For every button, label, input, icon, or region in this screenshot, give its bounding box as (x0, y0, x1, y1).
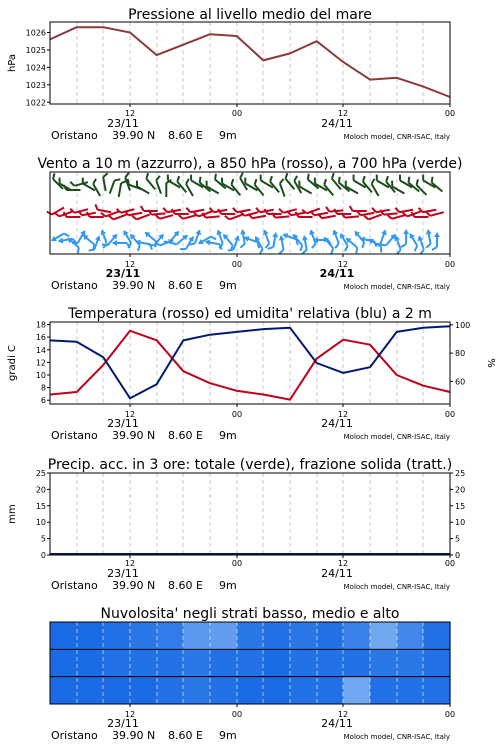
chart-title: Vento a 10 m (azzurro), a 850 hPa (rosso), a 700 hPa (verde) (37, 156, 463, 172)
cloud-cell (237, 622, 264, 649)
cloud-cell (157, 677, 184, 704)
cloud-cell (263, 622, 290, 649)
cloud-cell (103, 677, 130, 704)
cloud-cell (397, 649, 424, 676)
station-elev: 9m (219, 279, 237, 292)
cloud-cell (157, 622, 184, 649)
station-lat: 39.90 N (112, 129, 156, 142)
wind-barb (432, 232, 440, 250)
wind-barb (57, 235, 76, 246)
cloud-cell (77, 649, 104, 676)
wind-barb (155, 176, 166, 194)
x-tick-label: 00 (444, 410, 456, 419)
x-date-label: 24/11 (319, 267, 355, 280)
station-elev: 9m (219, 429, 237, 442)
wind-barb (401, 229, 409, 247)
cloud-cell (210, 649, 237, 676)
station-lat: 39.90 N (112, 579, 156, 592)
cloud-cell (343, 677, 370, 704)
x-tick-label: 12 (124, 410, 136, 419)
wind-barb (119, 180, 127, 198)
wind-barb (429, 177, 445, 192)
wind-barb (405, 232, 421, 252)
cloud-cell (103, 649, 130, 676)
cloud-cell (77, 622, 104, 649)
station-name: Oristano (51, 729, 98, 742)
cloud-cell (317, 622, 344, 649)
wind-barb (228, 234, 242, 254)
y-tick-label-right: 10 (455, 518, 466, 528)
cloud-cell (397, 677, 424, 704)
humidity-line (50, 326, 450, 398)
cloud-cell (237, 649, 264, 676)
wind-barb (256, 205, 274, 213)
wind-barb (253, 179, 268, 195)
station-lon: 8.60 E (168, 129, 203, 142)
chart-title: Temperatura (rosso) ed umidita' relativa (blu) a 2 m (68, 306, 432, 322)
x-tick-label: 00 (231, 109, 243, 118)
cloud-cell (290, 622, 317, 649)
y-tick-label-right: 60 (455, 377, 466, 387)
cloud-cell (210, 677, 237, 704)
station-lat: 39.90 N (112, 279, 156, 292)
cloud-cell (130, 649, 157, 676)
y-tick-label: 1022 (25, 98, 46, 108)
station-name: Oristano (51, 129, 98, 142)
station-elev: 9m (219, 129, 237, 142)
cloud-cell (183, 649, 210, 676)
cloud-cell (50, 649, 77, 676)
y-tick-label-right: 80 (455, 349, 466, 359)
y-tick-label-right: 15 (455, 501, 466, 511)
y-axis-label: gradi C (7, 345, 18, 381)
x-tick-label: 12 (337, 710, 349, 719)
x-date-label: 24/11 (321, 417, 353, 430)
x-tick-label: 00 (444, 559, 456, 568)
wind-barb (50, 229, 70, 245)
wind-barb (89, 234, 103, 254)
y-tick-label: 1024 (25, 63, 46, 73)
x-tick-label: 12 (124, 109, 136, 118)
cloud-cell (263, 649, 290, 676)
wind-barb (419, 205, 437, 213)
model-credit: Moloch model, CNR-ISAC, Italy (343, 283, 450, 291)
x-tick-label: 00 (444, 109, 456, 118)
y-tick-label: 10 (35, 518, 46, 528)
wind-barb (268, 231, 279, 250)
y-tick-label-right: 25 (455, 469, 466, 478)
x-date-label: 23/11 (105, 267, 141, 280)
x-date-label: 23/11 (107, 417, 139, 430)
y-tick-label: 14 (35, 345, 46, 355)
model-credit: Moloch model, CNR-ISAC, Italy (343, 583, 450, 591)
y-tick-label: 25 (35, 469, 46, 478)
station-lon: 8.60 E (168, 729, 203, 742)
x-date-label: 24/11 (321, 117, 353, 130)
x-tick-label: 12 (337, 559, 349, 568)
cloud-cell (157, 649, 184, 676)
wind-barb (210, 205, 228, 213)
x-tick-label: 00 (444, 260, 456, 269)
plot-frame (50, 22, 450, 104)
cloud-cell (50, 622, 77, 649)
cloud-cell (130, 622, 157, 649)
y-tick-label: 15 (35, 501, 46, 511)
wind-barb (320, 235, 338, 254)
pressure-line (50, 27, 450, 97)
y-tick-label: 18 (35, 320, 46, 330)
x-tick-label: 12 (124, 260, 136, 269)
x-tick-label: 00 (231, 710, 243, 719)
wind-barb (186, 205, 204, 213)
cloud-cell (290, 677, 317, 704)
y-tick-label: 5 (40, 534, 46, 544)
cloud-cell (290, 649, 317, 676)
x-tick-label: 12 (124, 710, 136, 719)
cloud-cell (183, 677, 210, 704)
wind-barb (163, 205, 181, 213)
cloud-cell (370, 677, 397, 704)
x-tick-label: 12 (124, 559, 136, 568)
wind-barb (194, 207, 212, 218)
cloud-cell (103, 622, 130, 649)
y-axis-label-right: % (485, 358, 496, 368)
cloud-cell (343, 622, 370, 649)
cloud-cell (343, 649, 370, 676)
station-lon: 8.60 E (168, 279, 203, 292)
y-tick-label-right: 100 (455, 320, 471, 330)
y-tick-label: 16 (35, 333, 46, 343)
y-tick-label-right: 5 (455, 534, 461, 544)
y-tick-label: 12 (35, 358, 46, 368)
wind-barb (284, 173, 299, 189)
plot-frame (50, 473, 450, 555)
wind-barb (233, 205, 251, 213)
y-tick-label-right: 20 (455, 485, 466, 495)
x-date-label: 23/11 (107, 567, 139, 580)
cloud-cell (183, 622, 210, 649)
station-name: Oristano (51, 579, 98, 592)
cloud-cell (423, 622, 450, 649)
wind-barb (414, 179, 430, 195)
y-axis-label: mm (7, 504, 18, 524)
station-name: Oristano (51, 279, 98, 292)
x-date-label: 23/11 (107, 117, 139, 130)
cloud-cell (397, 622, 424, 649)
cloud-cell (370, 649, 397, 676)
cloud-cell (423, 677, 450, 704)
wind-barb (124, 173, 135, 191)
station-lon: 8.60 E (168, 579, 203, 592)
x-tick-label: 00 (231, 410, 243, 419)
x-tick-label: 00 (231, 260, 243, 269)
cloud-cell (210, 622, 237, 649)
y-tick-label-right: 0 (455, 551, 461, 560)
chart-title: Precip. acc. in 3 ore: totale (verde), frazione solida (tratt.) (47, 457, 453, 473)
cloud-cell (423, 649, 450, 676)
cloud-cell (50, 677, 77, 704)
chart-title: Pressione al livello medio del mare (128, 7, 372, 23)
wind-barb (197, 232, 217, 248)
station-lat: 39.90 N (112, 429, 156, 442)
y-tick-label: 1025 (25, 45, 46, 55)
cloud-cell (317, 649, 344, 676)
y-tick-label: 1023 (25, 80, 46, 90)
y-tick-label: 1026 (25, 28, 46, 38)
x-date-label: 23/11 (107, 717, 139, 730)
model-credit: Moloch model, CNR-ISAC, Italy (343, 133, 450, 141)
cloud-cell (77, 677, 104, 704)
x-tick-label: 12 (337, 109, 349, 118)
cloud-cell (130, 677, 157, 704)
wind-barb (112, 240, 130, 248)
y-tick-label: 8 (40, 383, 46, 393)
x-tick-label: 00 (231, 559, 243, 568)
wind-barb (423, 229, 434, 248)
station-name: Oristano (51, 429, 98, 442)
x-tick-label: 12 (337, 260, 349, 269)
cloud-cell (237, 677, 264, 704)
y-tick-label: 6 (40, 396, 46, 406)
model-credit: Moloch model, CNR-ISAC, Italy (343, 433, 450, 441)
cloud-cell (370, 622, 397, 649)
y-tick-label: 0 (40, 551, 46, 560)
y-axis-label: hPa (7, 53, 18, 73)
station-elev: 9m (219, 579, 237, 592)
station-lon: 8.60 E (168, 429, 203, 442)
x-tick-label: 12 (337, 410, 349, 419)
x-date-label: 24/11 (321, 567, 353, 580)
wind-barb (350, 206, 367, 211)
y-tick-label: 20 (35, 485, 46, 495)
cloud-cell (317, 677, 344, 704)
model-credit: Moloch model, CNR-ISAC, Italy (343, 733, 450, 741)
x-tick-label: 00 (444, 710, 456, 719)
cloud-cell (263, 677, 290, 704)
wind-barb (395, 205, 413, 213)
x-date-label: 24/11 (321, 717, 353, 730)
wind-barb (103, 173, 111, 191)
chart-title: Nuvolosita' negli strati basso, medio e alto (100, 606, 400, 622)
station-elev: 9m (219, 729, 237, 742)
station-lat: 39.90 N (112, 729, 156, 742)
y-tick-label: 10 (35, 370, 46, 380)
